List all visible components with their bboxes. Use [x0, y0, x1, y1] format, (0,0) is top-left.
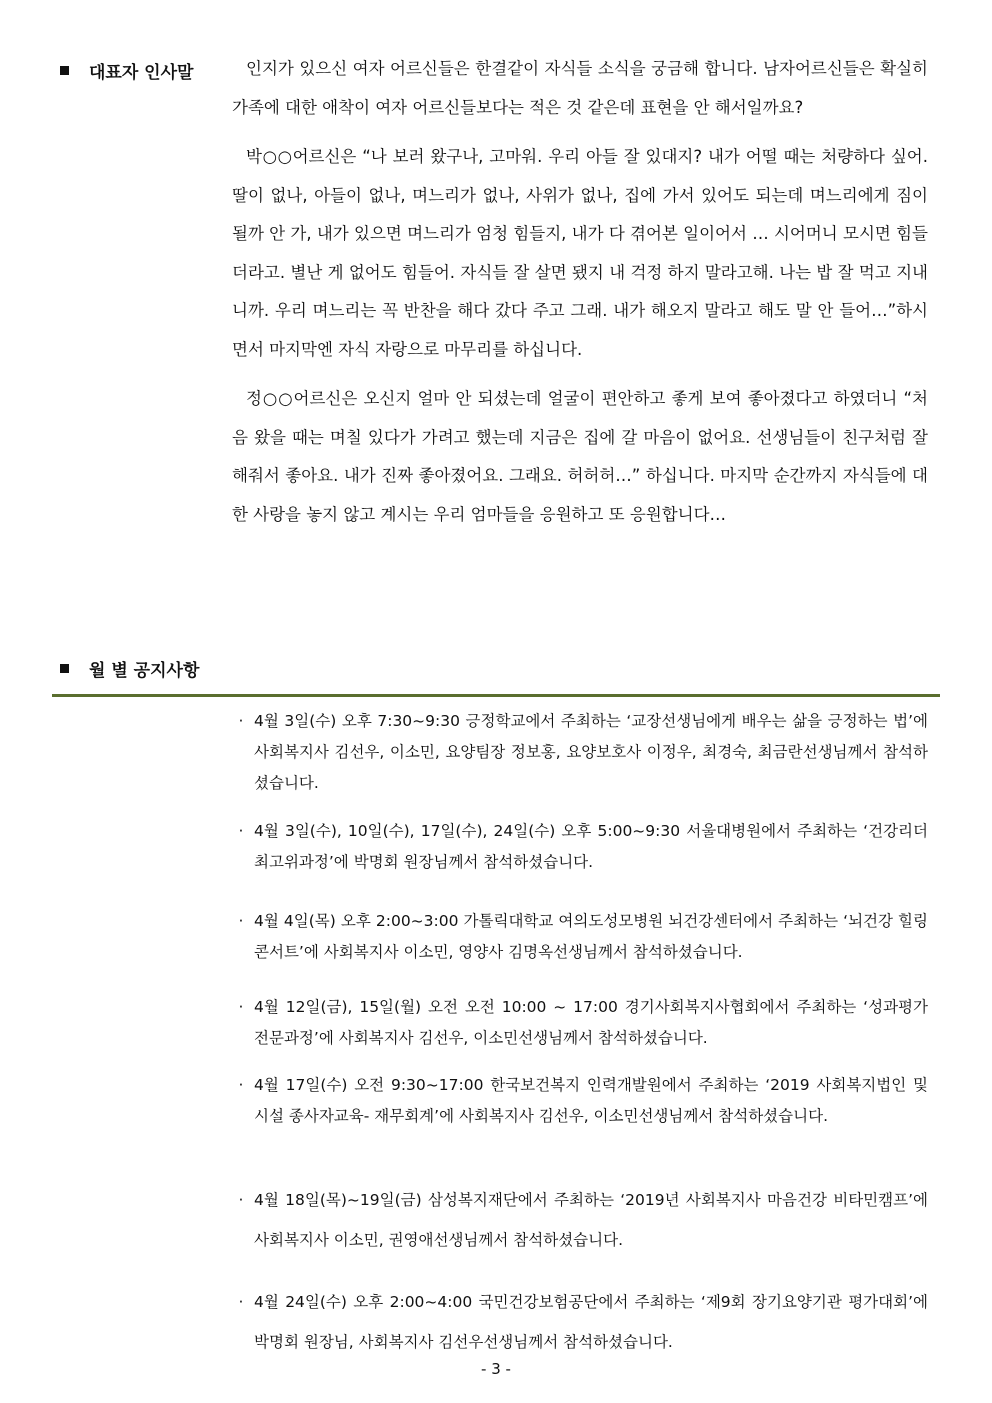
- greeting-body: [232, 50, 928, 545]
- greeting-paragraph: 정○○어르신은 오신지 얼마 안 되셨는데 얼굴이 편안하고 좋게 보여 좋아졌다고 하였더니 “처음 왔을 때는 며칠 있다가 가려고 했는데 지금은 집에 갈 마음이 없어요. 선생님들이 친구처럼 잘해줘서 좋아요. 내가 진짜 좋아졌어요. 그래요. 허허허…” 하십니다. 마지막 순간까지 자식들에 대한 사랑을 놓지 않고 계시는 우리 엄마들을 응원하고 또 응원합니다…: [232, 389, 928, 524]
- bullet-dot: ·: [238, 1076, 244, 1094]
- bullet-dot: ·: [238, 998, 244, 1016]
- notice-text: 4월 3일(수) 오후 7:30~9:30 긍정학교에서 주최하는 ‘교장선생님에게 배우는 삶을 긍정하는 법’에 사회복지사 김선우, 이소민, 요양팀장 정보홍, 요양보호사 이정우, 최경숙, 최금란선생님께서 참석하셨습니다.: [254, 712, 928, 792]
- section-title: 대표자 인사말: [89, 63, 194, 83]
- bullet-dot: ·: [238, 1293, 244, 1311]
- bullet-dot: ·: [238, 822, 244, 840]
- notice-item: [232, 992, 928, 1054]
- notice-text: 4월 3일(수), 10일(수), 17일(수), 24일(수) 오후 5:00~9:30 서울대병원에서 주최하는 ‘건강리더 최고위과정’에 박명회 원장님께서 참석하셨습니다.: [254, 822, 928, 871]
- bullet-dot: ·: [238, 712, 244, 730]
- notice-item: [232, 1282, 928, 1362]
- notice-item: [232, 906, 928, 968]
- square-bullet-icon: [60, 664, 69, 673]
- notice-text: 4월 12일(금), 15일(월) 오전 오전 10:00 ~ 17:00 경기사회복지사협회에서 주최하는 ‘성과평가 전문과정’에 사회복지사 김선우, 이소민선생님께서 참석하셨습니다.: [254, 998, 928, 1047]
- notice-text: 4월 24일(수) 오후 2:00~4:00 국민건강보험공단에서 주최하는 ‘제9회 장기요양기관 평가대회’에 박명회 원장님, 사회복지사 김선우선생님께서 참석하셨습니다.: [254, 1293, 928, 1351]
- notice-item: [232, 816, 928, 878]
- notice-text: 4월 17일(수) 오전 9:30~17:00 한국보건복지 인력개발원에서 주최하는 ‘2019 사회복지법인 및 시설 종사자교육- 재무회계’에 사회복지사 김선우, 이소민선생님께서 참석하셨습니다.: [254, 1076, 928, 1125]
- section-heading-greeting: [60, 58, 193, 83]
- page-number: - 3 -: [481, 1360, 511, 1378]
- notice-item: [232, 706, 928, 799]
- notice-item: [232, 1070, 928, 1132]
- notice-text: 4월 4일(목) 오후 2:00~3:00 가톨릭대학교 여의도성모병원 뇌건강센터에서 주최하는 ‘뇌건강 힐링 콘서트’에 사회복지사 이소민, 영양사 김명옥선생님께서 참석하셨습니다.: [254, 912, 928, 961]
- greeting-paragraph: 인지가 있으신 여자 어르신들은 한결같이 자식들 소식을 궁금해 합니다. 남자어르신들은 확실히 가족에 대한 애착이 여자 어르신들보다는 적은 것 같은데 표현을 안 해서일까요?: [232, 59, 928, 117]
- section-heading-notices: [60, 656, 199, 681]
- square-bullet-icon: [60, 66, 69, 75]
- bullet-dot: ·: [238, 912, 244, 930]
- notice-text: 4월 18일(목)~19일(금) 삼성복지재단에서 주최하는 ‘2019년 사회복지사 마음건강 비타민캠프’에 사회복지사 이소민, 권영애선생님께서 참석하셨습니다.: [254, 1191, 928, 1249]
- section-title: 월 별 공지사항: [89, 661, 200, 681]
- notice-item: [232, 1180, 928, 1260]
- section-divider: [52, 694, 940, 697]
- greeting-paragraph: 박○○어르신은 “나 보러 왔구나, 고마워. 우리 아들 잘 있대지? 내가 어떨 때는 처량하다 싶어. 딸이 없나, 아들이 없나, 며느리가 없나, 사위가 없나, 집에 가서 있어도 되는데 며느리에게 짐이 될까 안 가, 내가 있으면 며느리가 엄청 힘들지, 내가 다 겪어본 일이어서 … 시어머니 모시면 힘들 더라고. 별난 게 없어도 힘들어. 자식들 잘 살면 됐지 내 걱정 하지 말라고해. 나는 밥 잘 먹고 지내니까. 우리 며느리는 꼭 반찬을 해다 갔다 주고 그래. 내가 해오지 말라고 해도 말 안 들어…”하시면서 마지막엔 자식 자랑으로 마무리를 하십니다.: [232, 147, 928, 359]
- bullet-dot: ·: [238, 1191, 244, 1209]
